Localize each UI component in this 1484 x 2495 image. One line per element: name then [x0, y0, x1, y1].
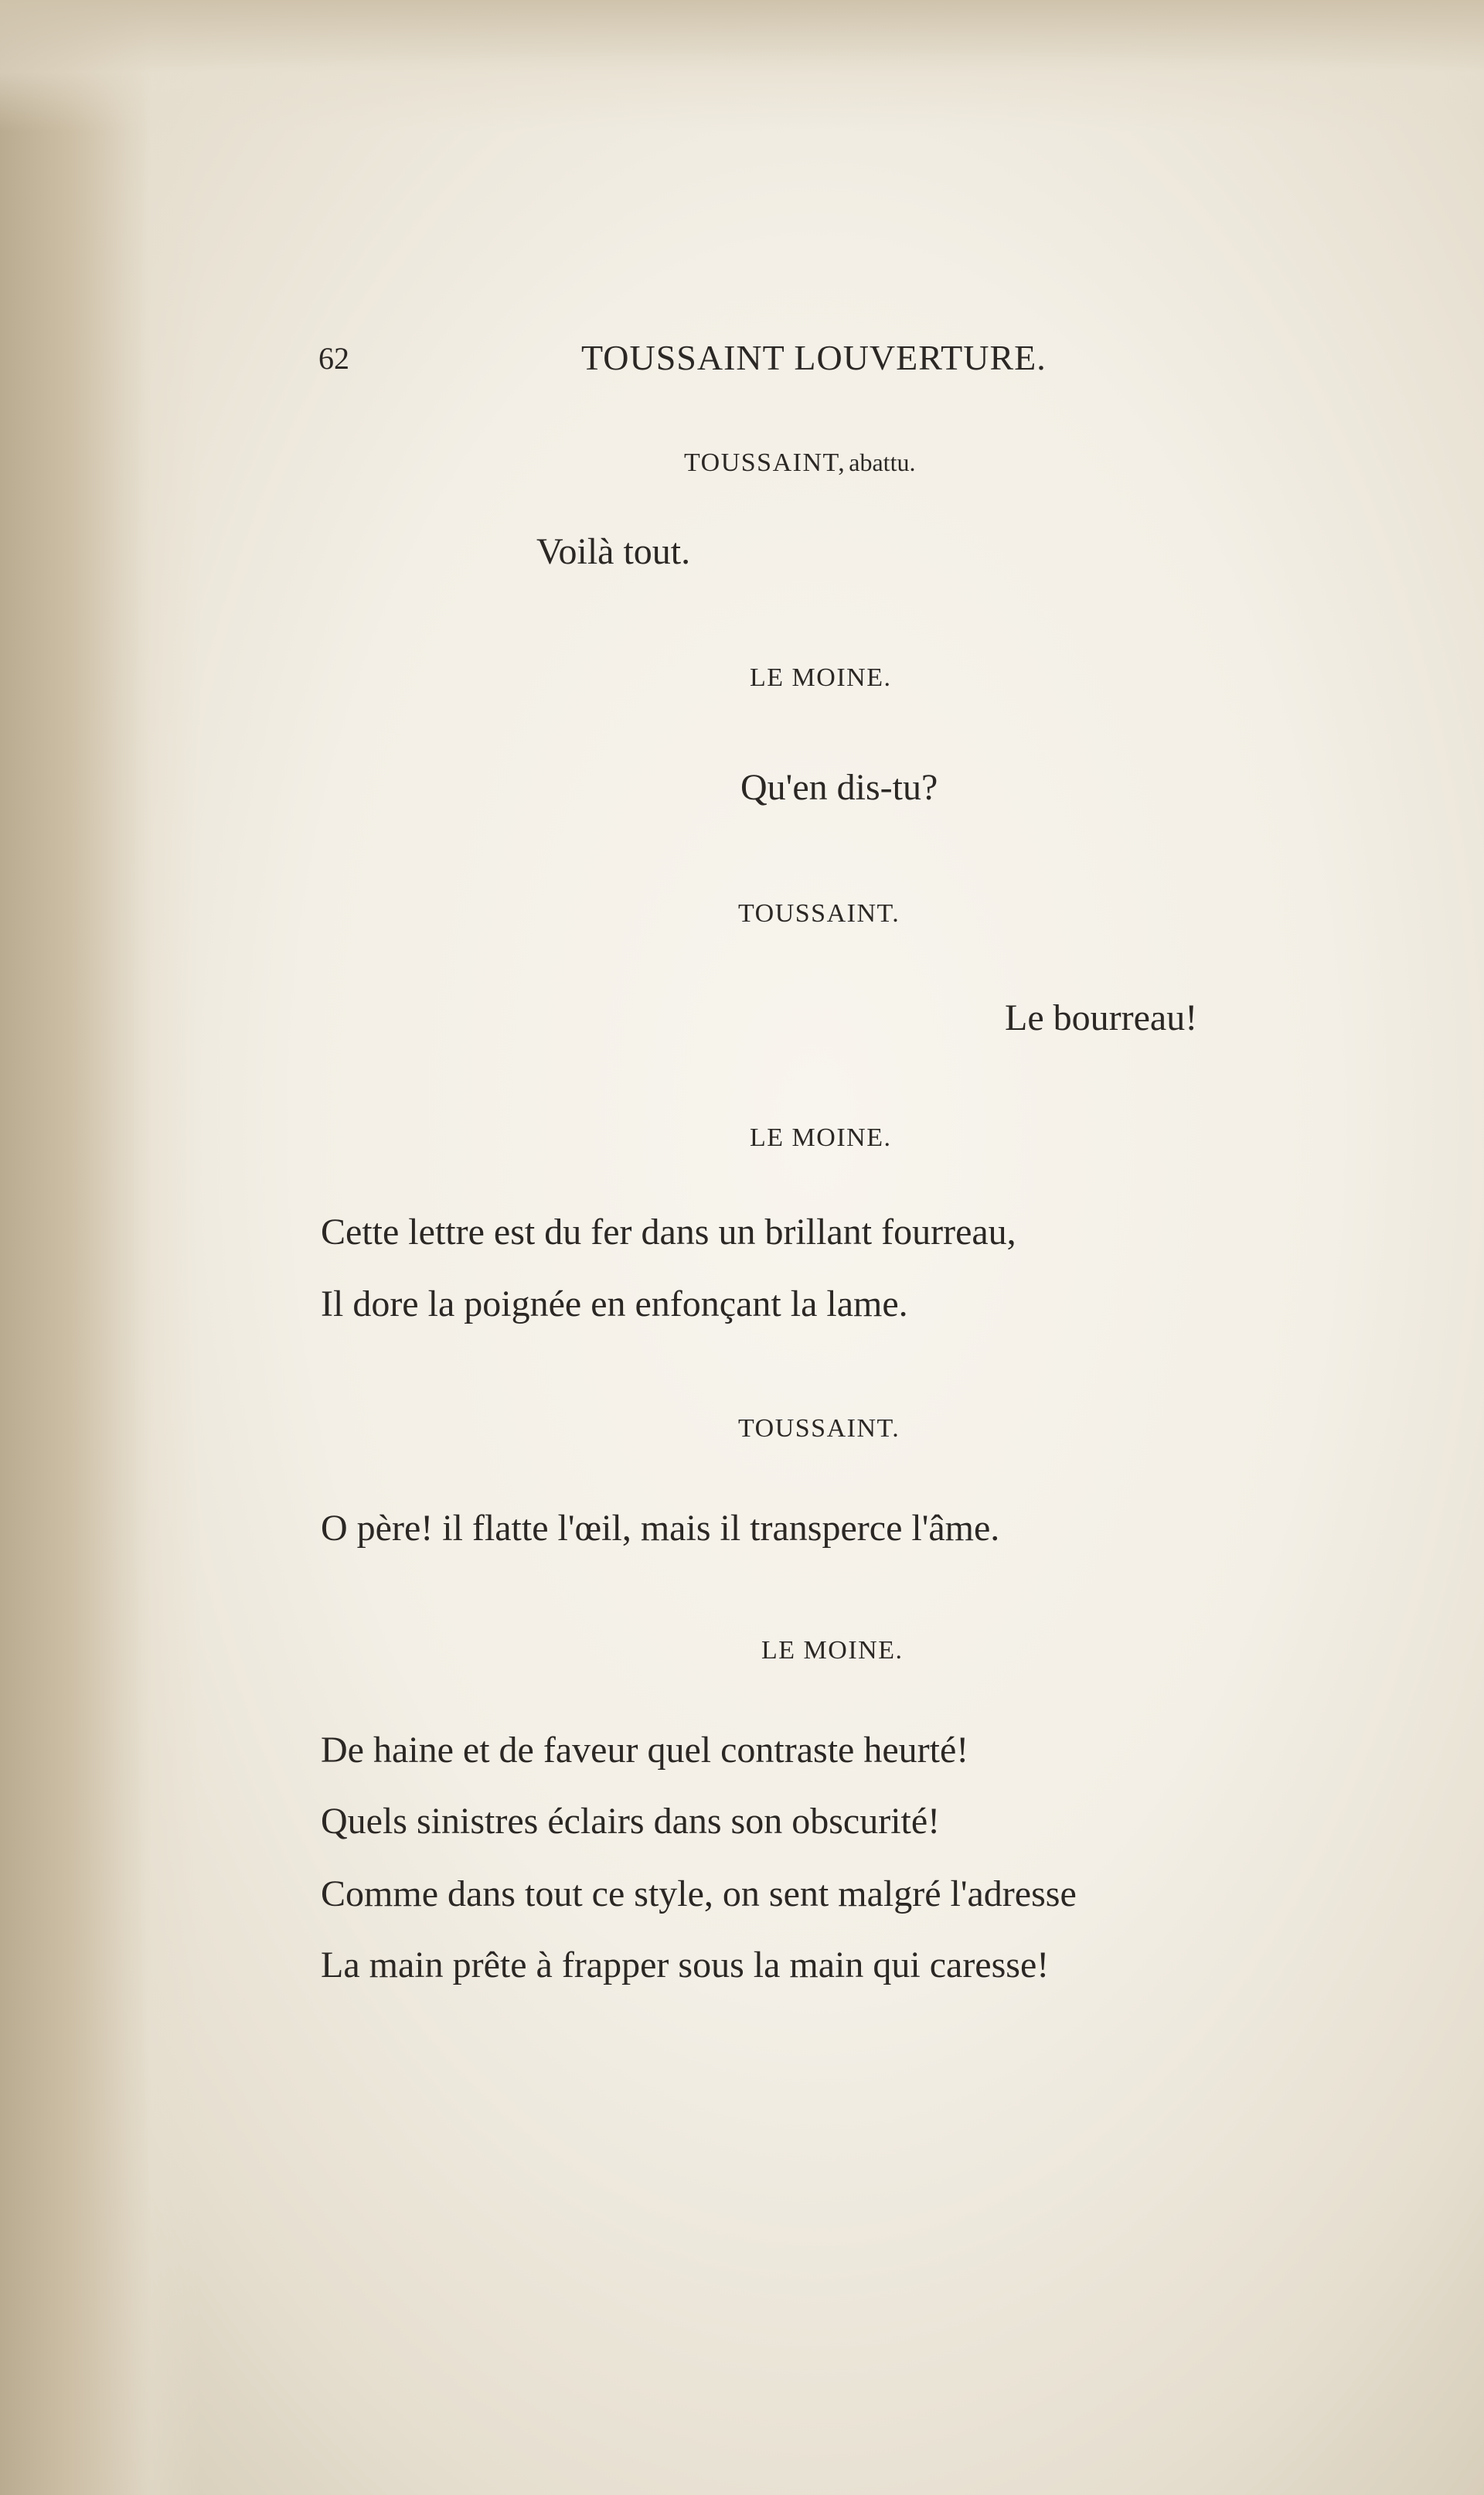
speaker-name: LE MOINE. — [750, 663, 892, 692]
speaker-name: LE MOINE. — [761, 1636, 904, 1665]
speaker-name: LE MOINE. — [750, 1123, 892, 1152]
speaker-heading — [684, 450, 915, 476]
verse-line: La main prête à frapper sous la main qui caresse! — [321, 1945, 1050, 1985]
verse-line: Il dore la poignée en enfonçant la lame. — [321, 1283, 908, 1324]
page-top-shadow — [0, 0, 1484, 131]
verse-line: Cette lettre est du fer dans un brillant fourreau, — [321, 1212, 1016, 1253]
page-number: 62 — [318, 341, 349, 376]
verse-line: Voilà tout. — [536, 531, 691, 572]
speaker-name: TOUSSAINT. — [738, 1414, 900, 1443]
stage-direction: abattu. — [849, 448, 916, 476]
verse-line: Comme dans tout ce style, on sent malgré l'adresse — [321, 1873, 1077, 1914]
verse-line: De haine et de faveur quel contraste heurté! — [321, 1730, 969, 1771]
running-title: TOUSSAINT LOUVERTURE. — [581, 338, 1047, 377]
verse-line: Qu'en dis-tu? — [740, 767, 938, 808]
verse-line: O père! il flatte l'œil, mais il transperce l'âme. — [321, 1508, 1000, 1549]
speaker-name: TOUSSAINT, — [684, 448, 846, 477]
verse-line: Quels sinistres éclairs dans son obscurité! — [321, 1801, 941, 1842]
speaker-name: TOUSSAINT. — [738, 899, 900, 928]
verse-line: Le bourreau! — [1005, 997, 1198, 1038]
page-edge-shadow — [0, 0, 201, 2495]
